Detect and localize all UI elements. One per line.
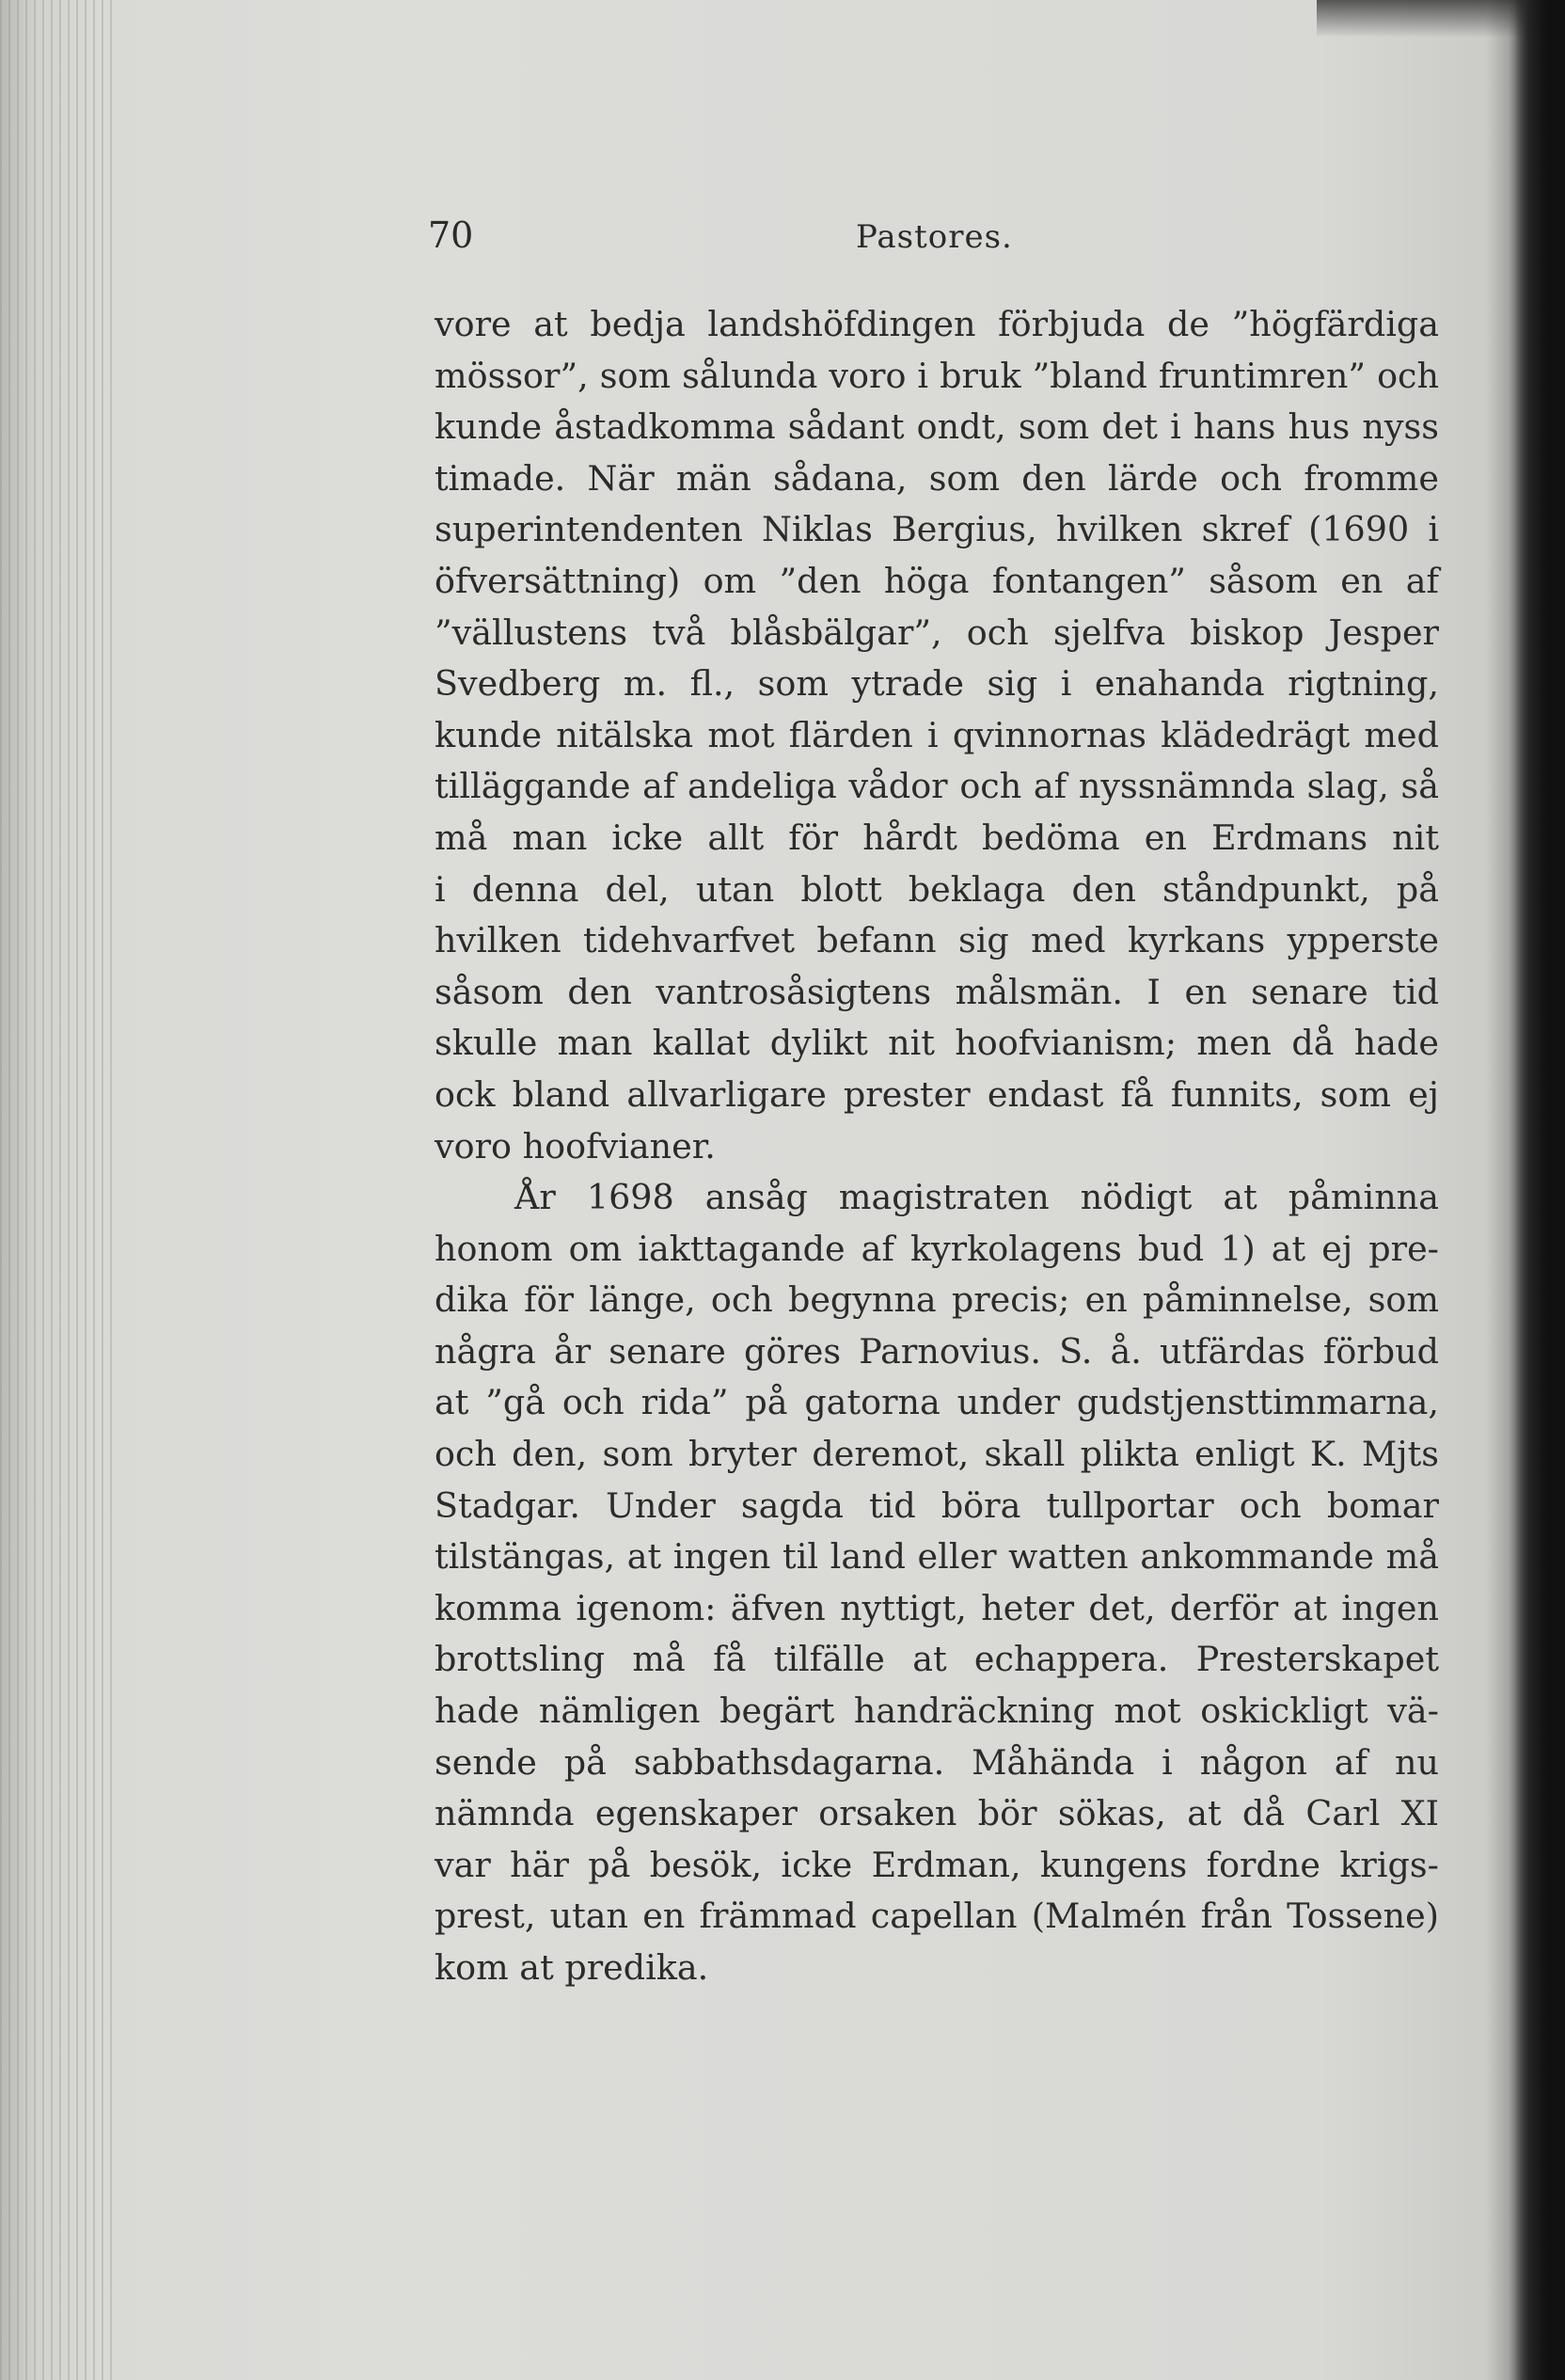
text-line: År 1698 ansåg magistraten nödigt at påminna xyxy=(514,1177,1439,1218)
text-line: skulle man kallat dylikt nit hoofvianism; men då hade xyxy=(435,1023,1439,1064)
text-line: såsom den vantrosåsigtens målsmän. I en senare tid xyxy=(435,971,1439,1012)
text-line: at ”gå och rida” på gatorna under gudstjensttimmarna, xyxy=(435,1382,1439,1423)
text-line: kunde åstadkomma sådant ondt, som det i hans hus nyss xyxy=(435,406,1439,448)
text-line: några år senare göres Parnovius. S. å. utfärdas förbud xyxy=(435,1330,1439,1372)
text-line: Svedberg m. fl., som ytrade sig i enahanda rigtning, xyxy=(435,663,1439,705)
page-edges xyxy=(0,0,113,2380)
text-line: ock bland allvarligare prester endast få funnits, som ej xyxy=(435,1073,1439,1115)
text-line: voro hoofvianer. xyxy=(435,1125,716,1166)
text-line: tilstängas, at ingen til land eller watten ankommande må xyxy=(435,1536,1439,1578)
page-number: 70 xyxy=(428,214,474,256)
text-line: ”vällustens två blåsbälgar”, och sjelfva biskop Jesper xyxy=(435,611,1439,653)
text-line: komma igenom: äfven nyttigt, heter det, derför at ingen xyxy=(435,1587,1439,1628)
text-line: sende på sabbathsdagarna. Måhända i någon af nu xyxy=(435,1741,1439,1783)
text-line: må man icke allt för hårdt bedöma en Erdmans nit xyxy=(435,817,1439,858)
text-line: Stadgar. Under sagda tid böra tullportar och bomar xyxy=(435,1484,1439,1526)
running-head: Pastores. xyxy=(856,218,1013,256)
text-line: öfversättning) om ”den höga fontangen” såsom en af xyxy=(435,560,1439,601)
text-line: brottsling må få tilfälle at echappera. Presterskapet xyxy=(435,1639,1439,1680)
text-line: timade. När män sådana, som den lärde och fromme xyxy=(435,457,1439,499)
paragraph xyxy=(435,1172,1439,1994)
body-text xyxy=(435,299,1439,1994)
text-line: honom om iakttagande af kyrkolagens bud 1) at ej pre- xyxy=(435,1228,1439,1269)
text-line: prest, utan en främmad capellan (Malmén från Tossene) xyxy=(435,1896,1439,1937)
text-line: och den, som bryter deremot, skall plikta enligt K. Mjts xyxy=(435,1434,1439,1475)
right-shadow xyxy=(1509,0,1565,2380)
text-line: var här på besök, icke Erdman, kungens fordne krigs- xyxy=(435,1844,1439,1885)
text-line: dika för länge, och begynna precis; en påminnelse, som xyxy=(435,1279,1439,1321)
text-line: nämnda egenskaper orsaken bör sökas, at då Carl XI xyxy=(435,1793,1439,1834)
text-line: hvilken tidehvarfvet befann sig med kyrkans ypperste xyxy=(435,920,1439,961)
page-header xyxy=(428,214,1434,263)
text-line: kunde nitälska mot flärden i qvinnornas klädedrägt med xyxy=(435,714,1439,755)
text-line: hade nämligen begärt handräckning mot oskickligt vä- xyxy=(435,1690,1439,1732)
text-line: vore at bedja landshöfdingen förbjuda de ”högfärdiga xyxy=(435,304,1439,344)
text-line: tilläggande af andeliga vådor och af nyssnämnda slag, så xyxy=(435,766,1439,807)
text-line: kom at predika. xyxy=(435,1947,709,1988)
text-line: superintendenten Niklas Bergius, hvilken skref (1690 i xyxy=(435,509,1439,550)
paragraph xyxy=(435,299,1439,1172)
text-line: mössor”, som sålunda voro i bruk ”bland fruntimren” och xyxy=(435,355,1439,396)
text-line: i denna del, utan blott beklaga den ståndpunkt, på xyxy=(435,868,1439,910)
